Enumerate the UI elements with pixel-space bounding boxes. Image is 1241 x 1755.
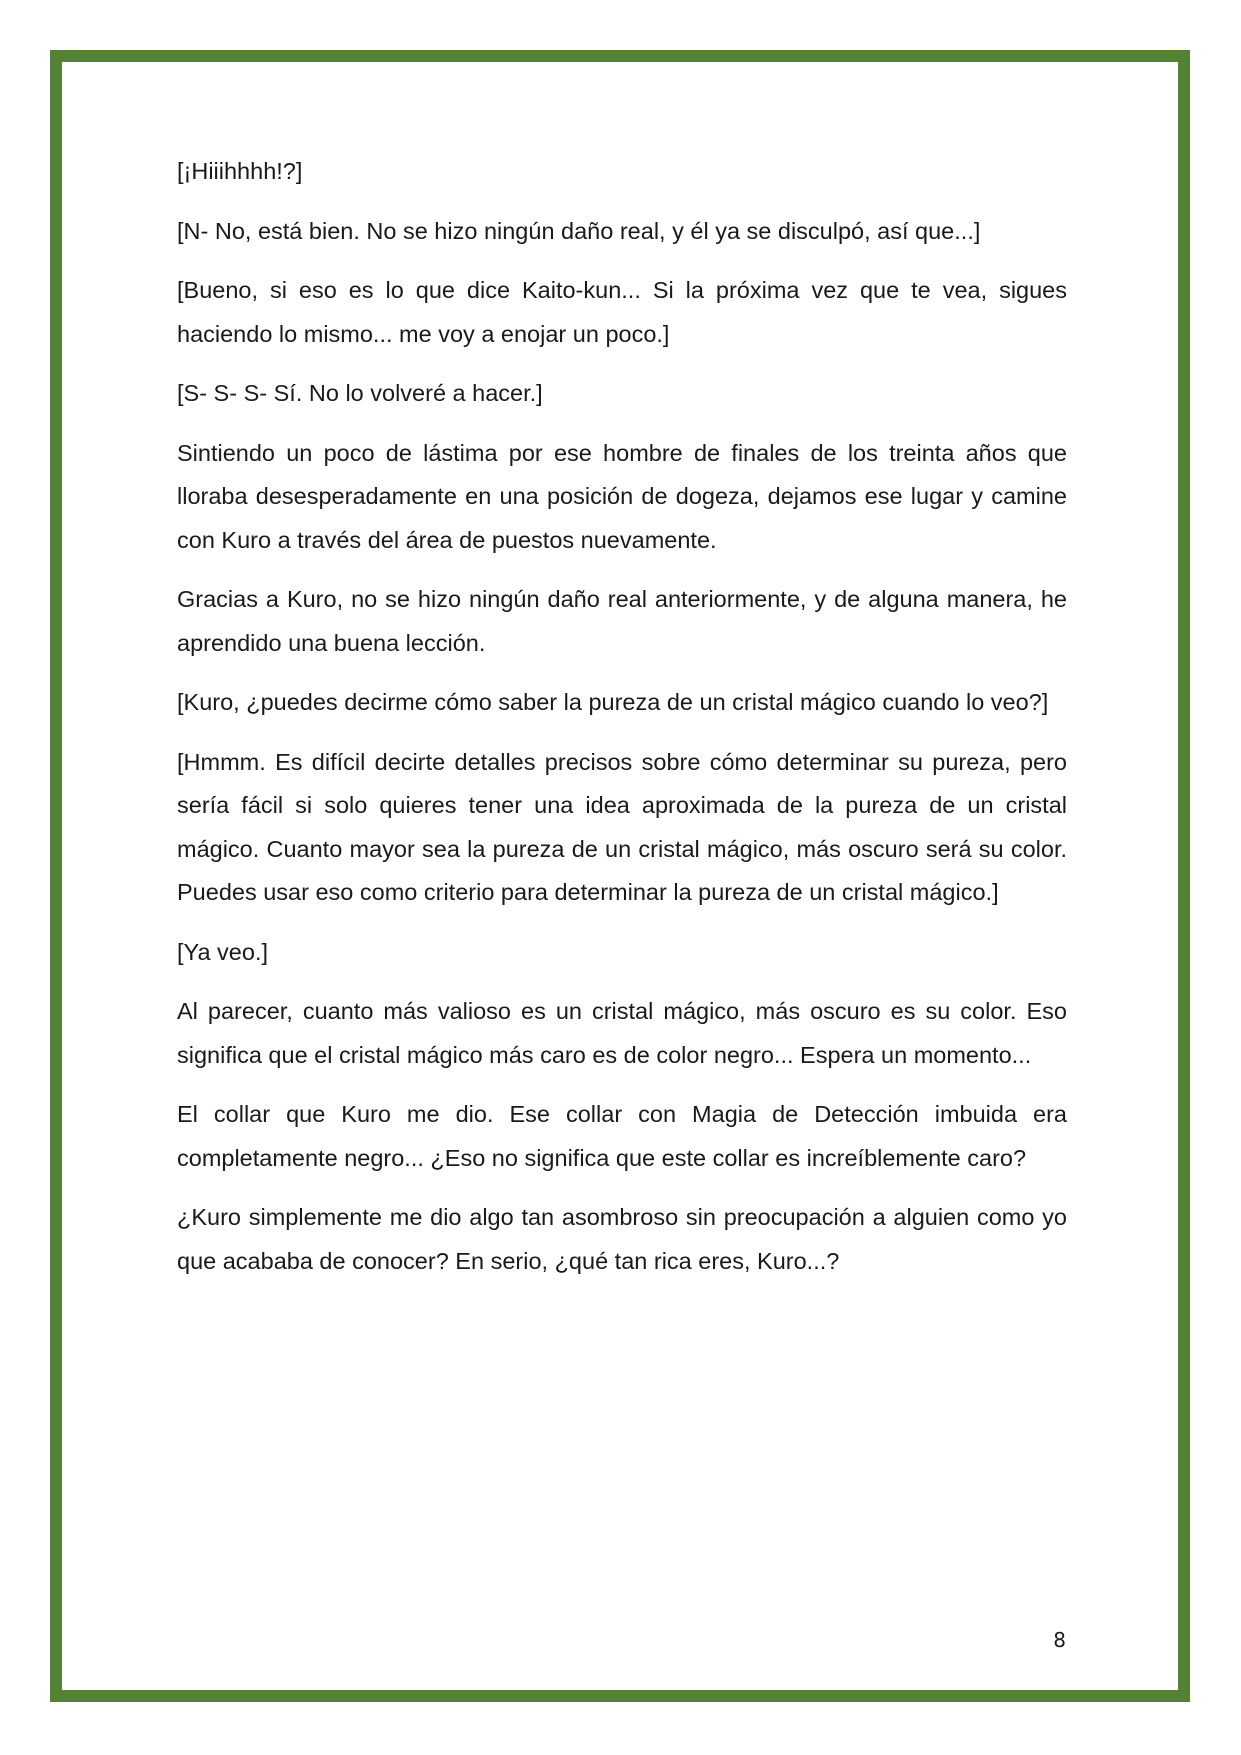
narration-paragraph: ¿Kuro simplemente me dio algo tan asombroso sin preocupación a alguien como yo que acababa de conocer? En serio, ¿qué tan rica eres, Kuro...? [177, 1204, 1067, 1274]
dialogue-line: [Kuro, ¿puedes decirme cómo saber la pureza de un cristal mágico cuando lo veo?] [177, 689, 1049, 715]
narration-paragraph: El collar que Kuro me dio. Ese collar con Magia de Detección imbuida era completamente negro... ¿Eso no significa que este collar es increíblemente caro? [177, 1101, 1067, 1171]
dialogue-line: [Ya veo.] [177, 938, 269, 965]
narration-paragraph: Sintiendo un poco de lástima por ese hombre de finales de los treinta años que lloraba desesperadamente en una posición de dogeza, dejamos ese lugar y camine con Kuro a través del área de puestos nuevamente. [177, 439, 1067, 553]
dialogue-line: [S- S- S- Sí. No lo volveré a hacer.] [177, 380, 543, 406]
page-number: 8 [1053, 1628, 1066, 1652]
dialogue-line: [¡Hiiihhhh!?] [177, 158, 303, 184]
dialogue-line: [Hmmm. Es difícil decirte detalles precisos sobre cómo determinar su pureza, pero sería fácil si solo quieres tener una idea aproximada de la pureza de un cristal mágico. Cuanto mayor sea la pureza de un cristal mágico, más oscuro será su color. Puedes usar eso como criterio para determinar la pureza de un cristal mágico.] [177, 748, 1067, 905]
dialogue-line: [Bueno, si eso es lo que dice Kaito-kun... Si la próxima vez que te vea, sigues haciendo lo mismo... me voy a enojar un poco.] [177, 277, 1067, 347]
narration-paragraph: Al parecer, cuanto más valioso es un cristal mágico, más oscuro es su color. Eso significa que el cristal mágico más caro es de color negro... Espera un momento... [177, 998, 1067, 1068]
narration-paragraph: Gracias a Kuro, no se hizo ningún daño real anteriormente, y de alguna manera, he aprendido una buena lección. [177, 586, 1067, 656]
dialogue-line: [N- No, está bien. No se hizo ningún daño real, y él ya se disculpó, así que...] [177, 217, 981, 244]
document-body [177, 150, 1067, 1299]
